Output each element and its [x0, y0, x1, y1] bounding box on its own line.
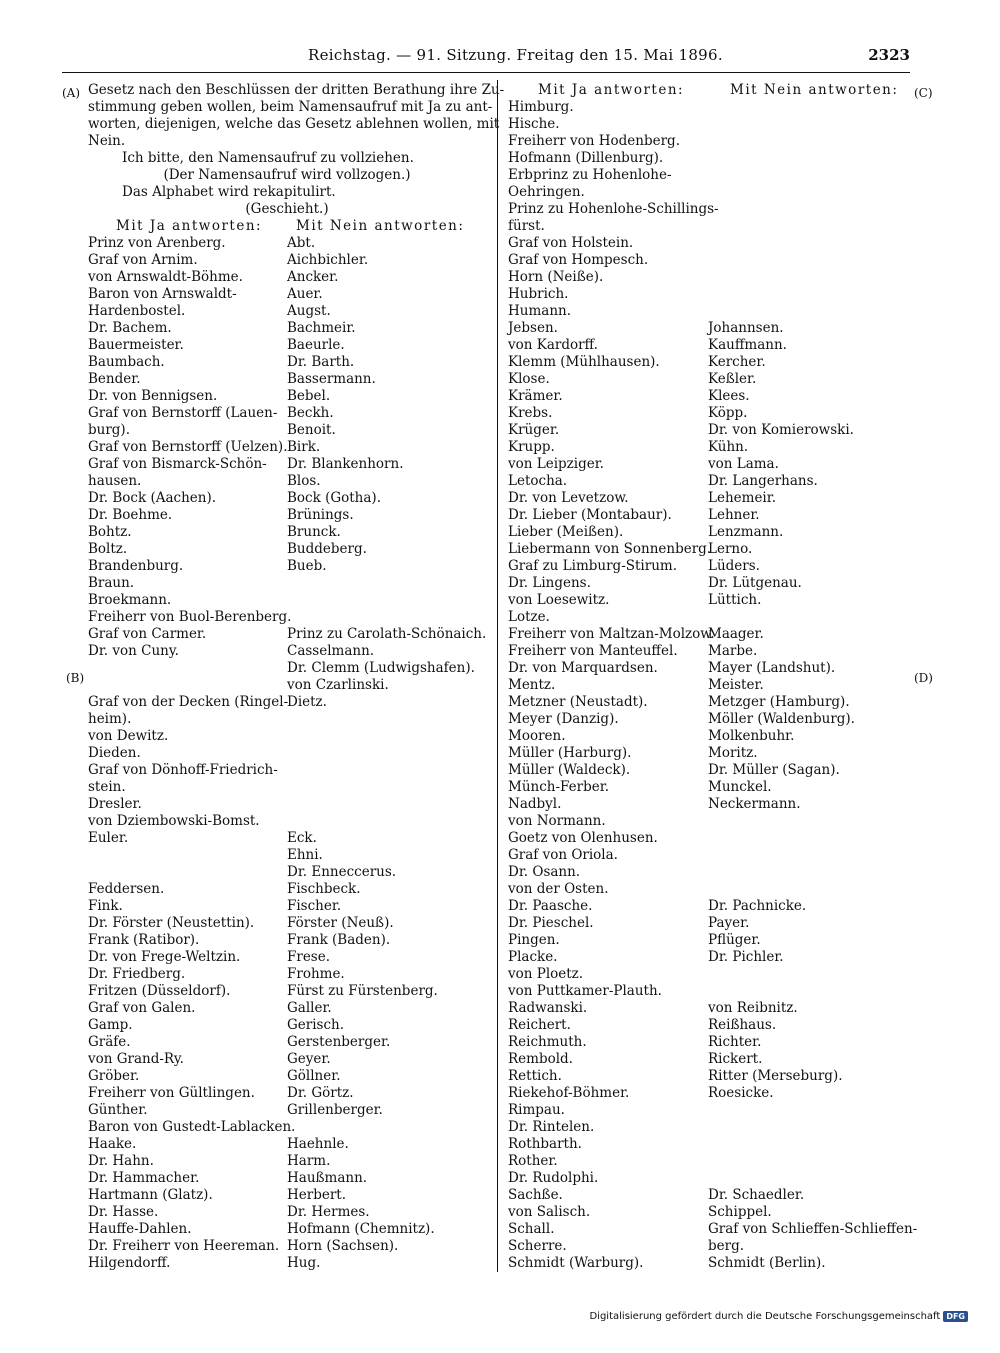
nein-name: Geyer.	[287, 1051, 331, 1067]
nein-name: Augst.	[287, 303, 331, 319]
nein-name: Graf von Schlieffen-Schlieffen-	[708, 1221, 918, 1237]
ja-name: Bohtz.	[88, 524, 132, 540]
nein-name: Frese.	[287, 949, 331, 965]
nein-name: Dr. Lütgenau.	[708, 575, 802, 591]
ja-name: Graf von Bismarck-Schön-	[88, 456, 267, 472]
nein-name: Lehner.	[708, 507, 760, 523]
ja-name: Rettich.	[508, 1068, 562, 1084]
intro-line: Nein.	[88, 133, 126, 149]
nein-name: Dr. von Komierowski.	[708, 422, 854, 438]
ja-name: burg).	[88, 422, 130, 438]
nein-name: Ancker.	[287, 269, 339, 285]
intro-line: stimmung geben wollen, beim Namensaufruf mit Ja zu ant-	[88, 99, 493, 115]
ja-name: stein.	[88, 779, 126, 795]
ja-name: Gräfe.	[88, 1034, 131, 1050]
ja-name: Graf zu Limburg-Stirum.	[508, 558, 677, 574]
nein-name: Dr. Schaedler.	[708, 1187, 805, 1203]
ja-name: Fritzen (Düsseldorf).	[88, 983, 231, 999]
intro-line: Gesetz nach den Beschlüssen der dritten Berathung ihre Zu-	[88, 82, 505, 98]
ja-name: Dr. Hahn.	[88, 1153, 154, 1169]
nein-name: Dr. Müller (Sagan).	[708, 762, 840, 778]
ja-name: Gröber.	[88, 1068, 140, 1084]
ja-name: Graf von der Decken (Ringel-	[88, 694, 289, 710]
ja-name: Goetz von Olenhusen.	[508, 830, 658, 846]
ja-name: von der Osten.	[508, 881, 609, 897]
nein-name: Schippel.	[708, 1204, 772, 1220]
nein-name: Dietz.	[287, 694, 327, 710]
nein-name: Rickert.	[708, 1051, 763, 1067]
ja-name: Graf von Bernstorff (Lauen-	[88, 405, 278, 421]
nein-name: Dr. Clemm (Ludwigshafen).	[287, 660, 475, 676]
ja-name: Graf von Hompesch.	[508, 252, 649, 268]
margin-mark-a: (A)	[62, 86, 81, 100]
ja-name: Dr. Förster (Neustettin).	[88, 915, 255, 931]
ja-name: Rother.	[508, 1153, 558, 1169]
header-title: Reichstag. — 91. Sitzung. Freitag den 15. Mai 1896.	[308, 46, 723, 64]
ja-name: Graf von Arnim.	[88, 252, 198, 268]
nein-name: Galler.	[287, 1000, 332, 1016]
ja-name: von Leipziger.	[508, 456, 604, 472]
ja-name: von Salisch.	[508, 1204, 591, 1220]
ja-name: Graf von Galen.	[88, 1000, 196, 1016]
nein-name: Kühn.	[708, 439, 749, 455]
ja-name: Freiherr von Buol-Berenberg.	[88, 609, 292, 625]
nein-name: Möller (Waldenburg).	[708, 711, 855, 727]
page-number: 2323	[868, 46, 910, 64]
ja-name: von Dziembowski-Bomst.	[88, 813, 260, 829]
ja-name: Dr. Boehme.	[88, 507, 173, 523]
nein-name: Molkenbuhr.	[708, 728, 795, 744]
nein-name: Beckh.	[287, 405, 334, 421]
ja-name: Hubrich.	[508, 286, 569, 302]
ja-name: Hilgendorff.	[88, 1255, 171, 1271]
ja-name: heim).	[88, 711, 132, 727]
ja-name: Scherre.	[508, 1238, 567, 1254]
ja-name: Dr. Hasse.	[88, 1204, 159, 1220]
nein-name: Köpp.	[708, 405, 748, 421]
nein-name: Lerno.	[708, 541, 753, 557]
ja-name: Bender.	[88, 371, 141, 387]
ja-name: Graf von Oriola.	[508, 847, 618, 863]
ja-name: Müller (Waldeck).	[508, 762, 631, 778]
ja-name: Gamp.	[88, 1017, 133, 1033]
nein-name: Frohme.	[287, 966, 345, 982]
nein-name: Eck.	[287, 830, 317, 846]
ja-name: Graf von Bernstorff (Uelzen).	[88, 439, 288, 455]
ja-name: Hartmann (Glatz).	[88, 1187, 213, 1203]
footer	[589, 1311, 968, 1322]
ja-name: Prinz von Arenberg.	[88, 235, 226, 251]
nein-name: Buddeberg.	[287, 541, 367, 557]
ja-name: Krämer.	[508, 388, 563, 404]
ja-name: Hardenbostel.	[88, 303, 186, 319]
nein-name: Kercher.	[708, 354, 766, 370]
nein-name: Lenzmann.	[708, 524, 784, 540]
nein-name: Metzger (Hamburg).	[708, 694, 850, 710]
nein-name: Brunck.	[287, 524, 341, 540]
ja-name: Rimpau.	[508, 1102, 565, 1118]
ja-name: Lieber (Meißen).	[508, 524, 624, 540]
nein-name: Dr. Pichler.	[708, 949, 784, 965]
margin-mark-c: (C)	[914, 86, 933, 100]
nein-name: Johannsen.	[708, 320, 784, 336]
intro-line: (Geschieht.)	[245, 201, 329, 217]
ja-name: Hauffe-Dahlen.	[88, 1221, 192, 1237]
nein-name: Dr. Enneccerus.	[287, 864, 397, 880]
ja-name: von Ploetz.	[508, 966, 584, 982]
nein-name: Bebel.	[287, 388, 331, 404]
nein-name: Richter.	[708, 1034, 762, 1050]
nein-name: Dr. Barth.	[287, 354, 355, 370]
ja-name: Dr. Lieber (Montabaur).	[508, 507, 672, 523]
ja-name: Metzner (Neustadt).	[508, 694, 648, 710]
ja-name: Himburg.	[508, 99, 574, 115]
ja-name: Dr. Lingens.	[508, 575, 591, 591]
ja-name: Frank (Ratibor).	[88, 932, 200, 948]
nein-name: Roesicke.	[708, 1085, 774, 1101]
ja-name: Letocha.	[508, 473, 568, 489]
ja-name: Schmidt (Warburg).	[508, 1255, 644, 1271]
nein-name: Schmidt (Berlin).	[708, 1255, 826, 1271]
nein-name: Prinz zu Carolath-Schönaich.	[287, 626, 487, 642]
footer-text: Digitalisierung gefördert durch die Deutsche Forschungsgemeinschaft	[589, 1311, 941, 1322]
nein-name: berg.	[708, 1238, 745, 1254]
ja-name: Baron von Gustedt-Lablacken.	[88, 1119, 296, 1135]
ja-name: Meyer (Danzig).	[508, 711, 619, 727]
ja-name: Schall.	[508, 1221, 555, 1237]
nein-name: Lüttich.	[708, 592, 762, 608]
ja-name: Dr. von Marquardsen.	[508, 660, 658, 676]
ja-name: Mooren.	[508, 728, 566, 744]
nein-heading: Mit Nein antworten:	[730, 82, 899, 98]
ja-heading: Mit Ja antworten:	[116, 218, 263, 234]
ja-name: Brandenburg.	[88, 558, 184, 574]
nein-name: von Reibnitz.	[708, 1000, 798, 1016]
nein-name: Birk.	[287, 439, 321, 455]
header-rule	[62, 72, 910, 73]
ja-name: Hische.	[508, 116, 560, 132]
ja-name: Hofmann (Dillenburg).	[508, 150, 664, 166]
ja-name: Dr. Osann.	[508, 864, 581, 880]
nein-name: Blos.	[287, 473, 321, 489]
ja-name: Broekmann.	[88, 592, 172, 608]
ja-name: Krüger.	[508, 422, 560, 438]
nein-name: Ritter (Merseburg).	[708, 1068, 843, 1084]
ja-name: Dieden.	[88, 745, 141, 761]
ja-name: Nadbyl.	[508, 796, 562, 812]
ja-name: Placke.	[508, 949, 558, 965]
ja-name: Lotze.	[508, 609, 550, 625]
ja-name: Reichmuth.	[508, 1034, 587, 1050]
nein-name: Göllner.	[287, 1068, 341, 1084]
ja-name: Braun.	[88, 575, 135, 591]
nein-name: Benoit.	[287, 422, 336, 438]
ja-name: Horn (Neiße).	[508, 269, 604, 285]
ja-name: Rothbarth.	[508, 1136, 582, 1152]
nein-name: Reißhaus.	[708, 1017, 777, 1033]
nein-name: Dr. Görtz.	[287, 1085, 354, 1101]
intro-line: (Der Namensaufruf wird vollzogen.)	[163, 167, 411, 183]
ja-name: Graf von Carmer.	[88, 626, 207, 642]
page-header	[308, 46, 910, 68]
ja-name: von Grand-Ry.	[88, 1051, 184, 1067]
ja-name: Pingen.	[508, 932, 560, 948]
ja-name: Dresler.	[88, 796, 142, 812]
ja-name: Dr. Rintelen.	[508, 1119, 595, 1135]
margin-mark-d: (D)	[914, 671, 933, 685]
ja-name: von Arnswaldt-Böhme.	[88, 269, 243, 285]
ja-name: Klose.	[508, 371, 550, 387]
ja-name: Dr. von Frege-Weltzin.	[88, 949, 241, 965]
nein-name: Moritz.	[708, 745, 758, 761]
margin-mark-b: (B)	[66, 671, 85, 685]
ja-name: von Dewitz.	[88, 728, 169, 744]
ja-name: Dr. Freiherr von Heereman.	[88, 1238, 280, 1254]
nein-name: Fischer.	[287, 898, 342, 914]
nein-name: Förster (Neuß).	[287, 915, 394, 931]
ja-name: Dr. von Bennigsen.	[88, 388, 218, 404]
nein-name: Ehni.	[287, 847, 323, 863]
nein-name: Bassermann.	[287, 371, 376, 387]
nein-name: Payer.	[708, 915, 750, 931]
ja-name: Müller (Harburg).	[508, 745, 632, 761]
ja-name: Mentz.	[508, 677, 556, 693]
ja-name: Bauermeister.	[88, 337, 184, 353]
nein-name: Kauffmann.	[708, 337, 787, 353]
ja-name: Dr. von Levetzow.	[508, 490, 629, 506]
nein-name: Lehemeir.	[708, 490, 777, 506]
ja-name: Freiherr von Gültlingen.	[88, 1085, 255, 1101]
nein-name: Herbert.	[287, 1187, 347, 1203]
ja-name: Dr. Rudolphi.	[508, 1170, 599, 1186]
ja-name: Haake.	[88, 1136, 137, 1152]
intro-line: Ich bitte, den Namensaufruf zu vollziehen.	[122, 150, 414, 166]
nein-name: Hofmann (Chemnitz).	[287, 1221, 435, 1237]
nein-name: Frank (Baden).	[287, 932, 391, 948]
ja-name: Dr. Bock (Aachen).	[88, 490, 217, 506]
nein-name: Haehnle.	[287, 1136, 349, 1152]
ja-name: von Kardorff.	[508, 337, 598, 353]
nein-name: Marbe.	[708, 643, 758, 659]
nein-name: Dr. Blankenhorn.	[287, 456, 404, 472]
ja-name: Freiherr von Maltzan-Molzow.	[508, 626, 715, 642]
ja-name: Feddersen.	[88, 881, 165, 897]
ja-name: Freiherr von Manteuffel.	[508, 643, 678, 659]
ja-name: von Loesewitz.	[508, 592, 610, 608]
ja-name: Sachße.	[508, 1187, 563, 1203]
nein-name: Bock (Gotha).	[287, 490, 381, 506]
nein-name: Meister.	[708, 677, 764, 693]
nein-name: Gerisch.	[287, 1017, 345, 1033]
nein-name: Dr. Pachnicke.	[708, 898, 807, 914]
nein-name: Auer.	[287, 286, 323, 302]
nein-name: Harm.	[287, 1153, 331, 1169]
ja-name: Dr. Hammacher.	[88, 1170, 200, 1186]
nein-name: Maager.	[708, 626, 764, 642]
ja-name: von Puttkamer-Plauth.	[508, 983, 662, 999]
ja-heading: Mit Ja antworten:	[538, 82, 685, 98]
nein-name: Fürst zu Fürstenberg.	[287, 983, 438, 999]
column-divider	[497, 80, 498, 1272]
ja-name: Jebsen.	[508, 320, 558, 336]
ja-name: Dr. von Cuny.	[88, 643, 179, 659]
ja-name: Graf von Holstein.	[508, 235, 634, 251]
ja-name: Freiherr von Hodenberg.	[508, 133, 680, 149]
ja-name: Riekehof-Böhmer.	[508, 1085, 630, 1101]
nein-name: von Lama.	[708, 456, 779, 472]
nein-name: Grillenberger.	[287, 1102, 383, 1118]
ja-name: Radwanski.	[508, 1000, 588, 1016]
ja-name: Rembold.	[508, 1051, 573, 1067]
ja-name: von Normann.	[508, 813, 606, 829]
ja-name: Klemm (Mühlhausen).	[508, 354, 660, 370]
intro-line: worten, diejenigen, welche das Gesetz ablehnen wollen, mit	[88, 116, 500, 132]
nein-name: Haußmann.	[287, 1170, 368, 1186]
ja-name: Humann.	[508, 303, 571, 319]
ja-name: Dr. Friedberg.	[88, 966, 186, 982]
ja-name: Prinz zu Hohenlohe-Schillings-	[508, 201, 719, 217]
ja-name: Baumbach.	[88, 354, 165, 370]
ja-name: Euler.	[88, 830, 129, 846]
nein-name: Pflüger.	[708, 932, 761, 948]
ja-name: Dr. Bachem.	[88, 320, 172, 336]
ja-name: Liebermann von Sonnenberg.	[508, 541, 712, 557]
nein-name: Hug.	[287, 1255, 321, 1271]
ja-name: Graf von Dönhoff-Friedrich-	[88, 762, 278, 778]
dfg-logo: DFG	[943, 1311, 968, 1322]
ja-name: Dr. Pieschel.	[508, 915, 594, 931]
nein-heading: Mit Nein antworten:	[296, 218, 465, 234]
ja-name: fürst.	[508, 218, 545, 234]
nein-name: Baeurle.	[287, 337, 345, 353]
ja-name: Dr. Paasche.	[508, 898, 593, 914]
ja-name: Krebs.	[508, 405, 553, 421]
nein-name: Dr. Langerhans.	[708, 473, 818, 489]
nein-name: Keßler.	[708, 371, 757, 387]
nein-name: Brünings.	[287, 507, 354, 523]
ja-name: Krupp.	[508, 439, 555, 455]
nein-name: Dr. Hermes.	[287, 1204, 370, 1220]
ja-name: Fink.	[88, 898, 123, 914]
nein-name: Bueb.	[287, 558, 327, 574]
ja-name: Münch-Ferber.	[508, 779, 609, 795]
nein-name: von Czarlinski.	[287, 677, 389, 693]
ja-name: Reichert.	[508, 1017, 571, 1033]
nein-name: Bachmeir.	[287, 320, 356, 336]
nein-name: Aichbichler.	[287, 252, 369, 268]
ja-name: Baron von Arnswaldt-	[88, 286, 237, 302]
nein-name: Casselmann.	[287, 643, 375, 659]
nein-name: Fischbeck.	[287, 881, 361, 897]
nein-name: Horn (Sachsen).	[287, 1238, 399, 1254]
ja-name: Erbprinz zu Hohenlohe-	[508, 167, 672, 183]
ja-name: hausen.	[88, 473, 142, 489]
ja-name: Boltz.	[88, 541, 128, 557]
nein-name: Mayer (Landshut).	[708, 660, 836, 676]
nein-name: Gerstenberger.	[287, 1034, 391, 1050]
nein-name: Lüders.	[708, 558, 760, 574]
nein-name: Klees.	[708, 388, 750, 404]
intro-line: Das Alphabet wird rekapitulirt.	[122, 184, 336, 200]
ja-name: Günther.	[88, 1102, 148, 1118]
nein-name: Munckel.	[708, 779, 772, 795]
nein-name: Neckermann.	[708, 796, 801, 812]
ja-name: Oehringen.	[508, 184, 585, 200]
nein-name: Abt.	[287, 235, 316, 251]
